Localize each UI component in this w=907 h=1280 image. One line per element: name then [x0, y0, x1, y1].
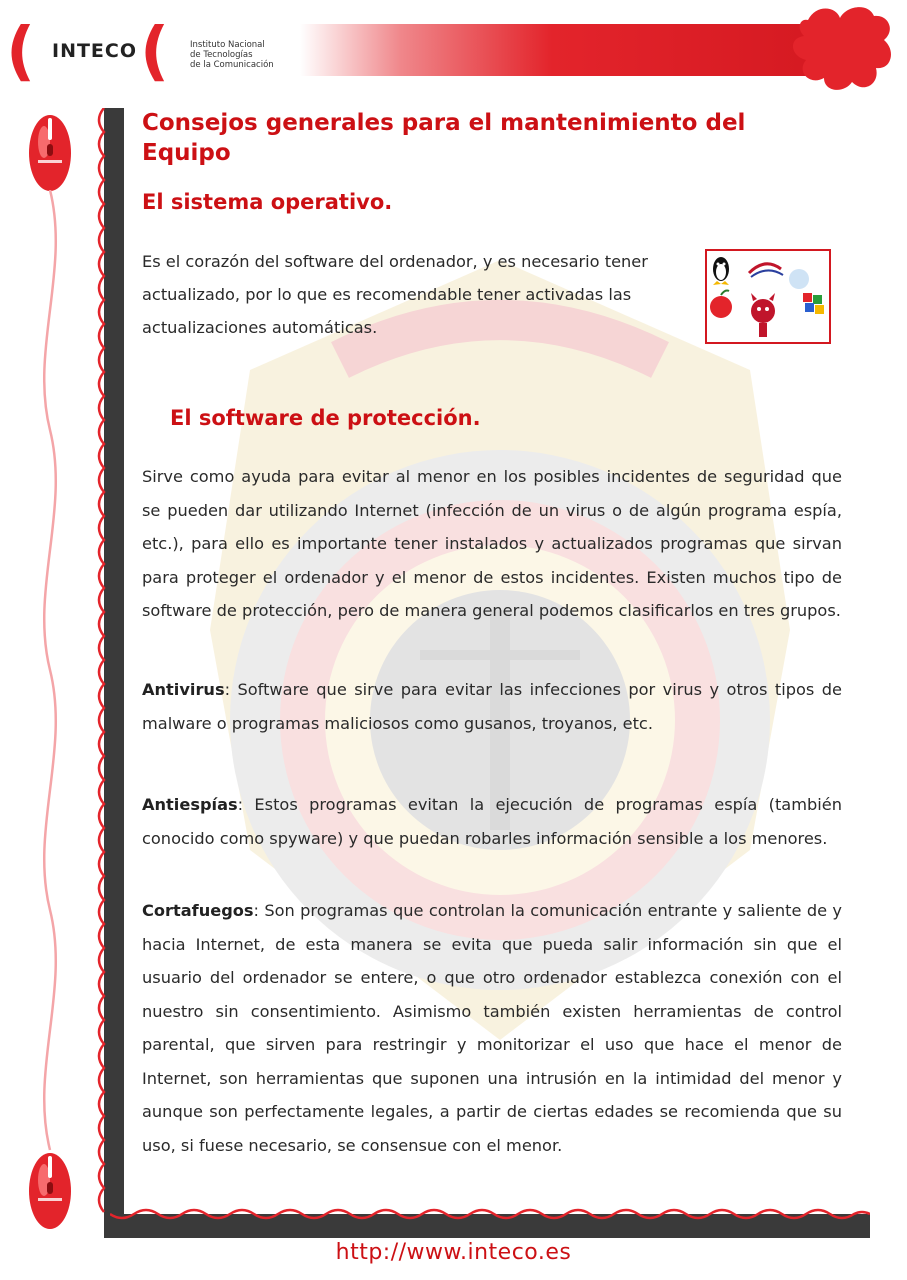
antivirus-label: Antivirus: [142, 680, 225, 699]
frame-wave-border: [92, 108, 112, 1218]
os-paragraph: Es el corazón del software del ordenador, y es necesario tener actualizado, por lo que es recomendable tener activadas las actualizaciones automáticas.: [142, 252, 648, 337]
apple-logo-icon: [710, 291, 732, 319]
windows-logo-icon: [789, 269, 824, 314]
institute-line: de Tecnologías: [190, 50, 253, 60]
antiespias-label: Antiespías: [142, 795, 238, 814]
antivirus-paragraph: [142, 673, 842, 740]
inteco-logo: INTECO: [52, 40, 138, 62]
linux-penguin-icon: [713, 257, 729, 285]
section-heading-protection: El software de protección.: [170, 406, 481, 430]
institute-line: de la Comunicación: [190, 60, 274, 70]
computer-mouse-icon: [26, 112, 74, 194]
mouse-cord-graphic: [20, 190, 80, 1160]
page-header: [0, 0, 907, 100]
computer-mouse-icon: [26, 1150, 74, 1232]
logo-bracket-left: (: [6, 15, 36, 89]
section-heading-os: El sistema operativo.: [142, 190, 393, 214]
cortafuegos-text: : Son programas que controlan la comunicación entrante y saliente de y hacia Internet, de esta manera se evita que pueda salir información sin que el usuario del ordenador se entere, o que otro ordenador establezca conexión con el nuestro sin consentimiento. Asimismo también existen herramientas de control parental, que sirven para restringir y monitorizar el uso que hace el menor de Internet, son herramientas que suponen una intrusión en la intimidad del menor y aunque son perfectamente legales, a partir de ciertas edades se recomienda que su uso, si fuese necesario, se consensue con el menor.: [142, 901, 842, 1155]
footer-url-link[interactable]: http://www.inteco.es: [335, 1240, 572, 1265]
header-red-band: [300, 24, 860, 76]
antiespias-text: : Estos programas evitan la ejecución de programas espía (también conocido como spyware) y que puedan robarles información sensible a los menores.: [142, 795, 842, 848]
logo-bracket-right: (: [140, 15, 170, 89]
cortafuegos-paragraph: [142, 894, 842, 1162]
red-splash-graphic: [788, 2, 898, 94]
antiespias-paragraph: [142, 788, 842, 855]
bsd-daemon-icon: [751, 293, 775, 337]
institute-name: [190, 40, 274, 70]
institute-line: Instituto Nacional: [190, 40, 265, 50]
frame-wave-border: [110, 1206, 870, 1222]
protection-intro-paragraph: Sirve como ayuda para evitar al menor en los posibles incidentes de seguridad que se pueden dar utilizando Internet (infección de un virus o de algún programa espía, etc.), para ello es importante tener instalados y actualizados programas que sirvan para proteger el ordenador y el menor de estos incidentes. Existen muchos tipo de software de protección, pero de manera general podemos clasificarlos en tres grupos.: [142, 467, 842, 620]
antivirus-text: : Software que sirve para evitar las infecciones por virus y otros tipos de malware o programas maliciosos como gusanos, troyanos, etc.: [142, 680, 842, 733]
cortafuegos-label: Cortafuegos: [142, 901, 254, 920]
page-title: Consejos generales para el mantenimiento del Equipo: [142, 110, 746, 166]
os-logos-image: [705, 249, 831, 344]
